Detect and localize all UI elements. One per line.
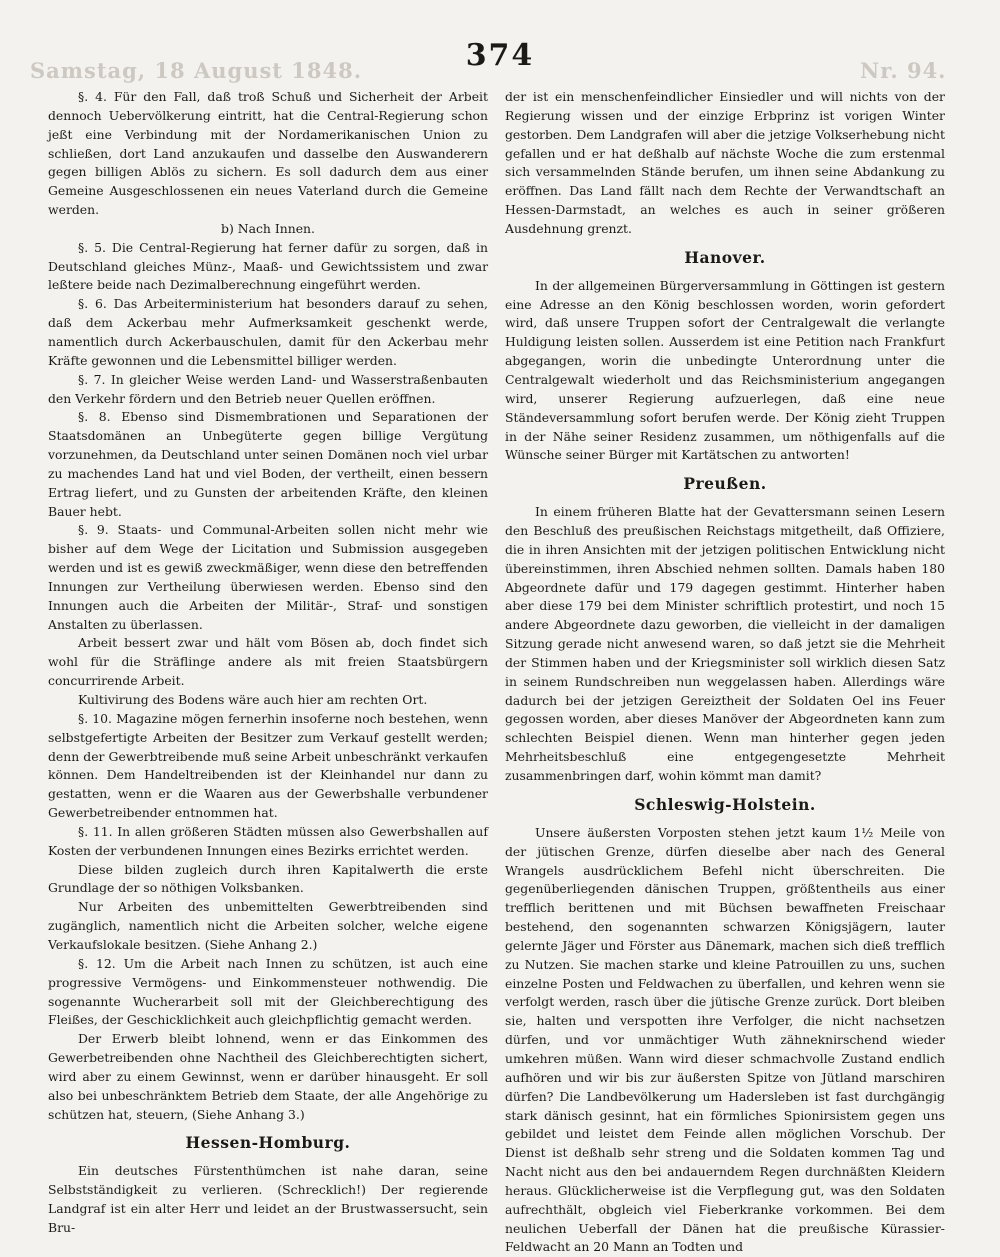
paragraph-schleswig-holstein: Unsere äußersten Vorposten stehen jetzt kaum 1½ Meile von der jütischen Grenze, dürfen dieselbe aber nach des General Wrangels ausdrücklichem Befehl nicht überschreiten. Die gegenüberliegenden dänischen Truppen, größtentheils aus einer trefflich berittenen und mit Büchsen bewaffneten Freischaar bestehend, den sogenannten schwarzen Königsjägern, lauter gelernte Jäger und Förster aus Dänemark, machen sich dieß trefflich zu Nutzen. Sie machen starke und kleine Patrouillen zu uns, suchen einzelne Posten und Feldwachen zu überfallen, und kehren wenn sie verfolgt werden, rasch über die jütische Grenze zurück. Dort bleiben sie, halten und verspotten ihre Verfolger, die nicht nachsetzen dürfen, und vor unmächtiger Wuth zähneknirschend wieder umkehren müßen. Wann wird dieser schmachvolle Zustand endlich aufhören und wir bis zur äußersten Spitze von Jütland marschiren dürfen? Die Landbevölkerung um Hadersleben ist fast durchgängig stark dänisch gesinnt, hat ein förmliches Spionirsistem gegen uns gebildet und leistet dem Feinde allen möglichen Vorschub. Der Dienst ist deßhalb sehr streng und die Soldaten kommen Tag und Nacht nicht aus den bei andauerndem Regen durchnäßten Kleidern heraus. Glücklicherweise ist die Verpflegung gut, was den Soldaten aufrechthält, obgleich viel Fieberkranke vorkommen. Bei dem neulichen Ueberfall der Dänen hat die preußische Kürassier-Feldwacht an 20 Mann an Todten und [505,824,945,1255]
paragraph-preussen: In einem früheren Blatte hat der Gevattersmann seinen Lesern den Beschluß des preußischen Reichstags mitgetheilt, daß Offiziere, die in ihren Ansichten mit der jetzigen politischen Entwicklung nicht übereinstimmen, ihren Abschied nehmen sollten. Damals haben 180 Abgeordnete dafür und 179 dagegen gestimmt. Hinterher haben aber diese 179 bei dem Minister schriftlich protestirt, und noch 15 andere Abgeordnete dazu geworben, die vielleicht in der damaligen Sitzung gerade nicht anwesend waren, so daß jetzt sie die Mehrheit der Stimmen haben und der Kriegsminister soll wirklich diesen Satz in seinem Rundschreiben nun weggelassen haben. Allerdings wäre dadurch bei der jetzigen Gereiztheit der Soldaten Oel ins Feuer gegossen worden, aber dieses Manöver der Abgeordneten kann zum schlechten Beispiel dienen. Wenn man hinterher gegen jeden Mehrheitsbeschluß eine entgegengesetzte Mehrheit zusammenbringen darf, wohin kömmt man damit? [505,504,945,783]
paragraph-11b: Nur Arbeiten des unbemittelten Gewerbtreibenden sind zugänglich, namentlich nicht die Arbeiten solcher, welche eigene Verkaufslokale besitzen. (Siehe Anhang 2.) [48,899,488,952]
bleed-through-header-left: Samstag, 18 August 1848. [30,58,363,83]
paragraph-11a: Diese bilden zugleich durch ihren Kapitalwerth die erste Grundlage der so nöthigen Volksbanken. [48,861,488,896]
paragraph-hessen-homburg: Ein deutsches Fürstenthümchen ist nahe daran, seine Selbstständigkeit zu verlieren. (Schrecklich!) Der regierende Landgraf ist ein alter Herr und leidet an der Brustwassersucht, sein Bru- [48,1163,488,1235]
paragraph-5: §. 5. Die Central-Regierung hat ferner dafür zu sorgen, daß in Deutschland gleiches Münz-, Maaß- und Gewichtssistem und zwar leßtere beide nach Dezimalberechnung eingeführt werden. [48,239,488,293]
paragraph-8: §. 8. Ebenso sind Dismembrationen und Separationen der Staatsdomänen an Unbegüterte gegen billige Vergütung vorzunehmen, da Deutschland unter seinen Domänen noch viel urbar zu machendes Land hat und viel Boden, der vertheilt, einen bessern Ertrag liefert, und zu Gunsten der arbeitenden Kräfte, den kleinen Bauer hebt. [48,409,488,519]
paragraph-10: §. 10. Magazine mögen fernerhin insoferne noch bestehen, wenn selbstgefertigte Arbeiten der Besitzer zum Verkauf gestellt werden; denn der Gewerbtreibende muß seine Arbeit unbeschränkt verkaufen können. Dem Handeltreibenden ist der Kleinhandel nur dann zu gestatten, wenn er die Waaren aus der Gewerbshalle verbundener Gewerbetreibender entnommen hat. [48,710,488,821]
paragraph-12a: Der Erwerb bleibt lohnend, wenn er das Einkommen des Gewerbetreibenden ohne Nachtheil des Gleichberechtigten sichert, wird aber zu einem Gewinnst, wenn er darüber hinausgeht. Er soll also bei unbeschränktem Betrieb dem Staate, der alle Angehörige zu schützen hat, steuern, (Siehe Anhang 3.) [48,1031,488,1122]
paragraph-hanover: In der allgemeinen Bürgerversammlung in Göttingen ist gestern eine Adresse an den König beschlossen worden, worin gefordert wird, daß unsere Truppen sofort der Centralgewalt die verlangte Huldigung leisten sollen. Ausserdem ist eine Petition nach Frankfurt abgegangen, worin die unbedingte Unterordnung unter die Centralgewalt wiederholt und das Reichsministerium angegangen wird, unserer Regierung aufzuerlegen, daß eine neue Ständeversammlung sofort berufen werde. Der König zieht Truppen in der Nähe seiner Residenz zusammen, um nöthigenfalls auf die Wünsche seiner Bürger mit Kartätschen zu antworten! [505,277,945,463]
page-number: 374 [465,38,535,73]
paragraph-11: §. 11. In allen größeren Städten müssen also Gewerbshallen auf Kosten der verbundenen Innungen eines Bezirks errichtet werden. [48,823,488,858]
section-heading-hessen-homburg: Hessen-Homburg. [185,1133,351,1153]
right-column [505,88,945,1255]
left-column [48,88,488,1235]
paragraph-6: §. 6. Das Arbeiterministerium hat besonders darauf zu sehen, daß dem Ackerbau mehr Aufmerksamkeit geschenkt werde, namentlich durch Ackerbauschulen, damit für den Ackerbau mehr Kräfte gewonnen und die Lebensmittel billiger werden. [48,296,488,368]
paragraph-hessen-homburg-continued: der ist ein menschenfeindlicher Einsiedler und will nichts von der Regierung wissen und der einzige Erbprinz ist vorigen Winter gestorben. Dem Landgrafen will aber die jetzige Volkserhebung nicht gefallen und er hat deßhalb auf nächste Woche die zum erstenmal sich versammelnden Stände berufen, um ihnen seine Abdankung zu eröffnen. Das Land fällt nach dem Rechte der Verwandtschaft an Hessen-Darmstadt, an welches es auch in seiner größeren Ausdehnung grenzt. [505,89,945,236]
paragraph-9: §. 9. Staats- und Communal-Arbeiten sollen nicht mehr wie bisher auf dem Wege der Licitation und Submission ausgegeben werden und ist es gewiß zweckmäßiger, wenn diese den betreffenden Innungen zur Vertheilung überwiesen werden. Ebenso sind den Innungen auch die Arbeiten der Militär-, Straf- und sonstigen Anstalten zu überlassen. [48,522,488,632]
paragraph-12: §. 12. Um die Arbeit nach Innen zu schützen, ist auch eine progressive Vermögens- und Einkommensteuer nothwendig. Die sogenannte Wucherarbeit soll mit der Gleichberechtigung des Fleißes, der Geschicklichkeit auch gleichpflichtig gemacht werden. [48,955,488,1028]
section-heading-preussen: Preußen. [683,474,767,494]
paragraph-7: §. 7. In gleicher Weise werden Land- und Wasserstraßenbauten den Verkehr fördern und den Betrieb neuer Quellen eröffnen. [48,371,488,406]
paragraph-9a: Arbeit bessert zwar und hält vom Bösen ab, doch findet sich wohl für die Sträflinge andere als mit freien Staatsbürgern concurrirende Arbeit. [48,635,488,689]
section-heading-schleswig-holstein: Schleswig-Holstein. [634,794,816,814]
paragraph-4: §. 4. Für den Fall, daß troß Schuß und Sicherheit der Arbeit dennoch Uebervölkerung eintritt, hat die Central-Regierung schon jeßt eine Verbindung mit der Nordamerikanischen Union zu schließen, dort Land anzukaufen und dasselbe den Auswanderern gegen billigen Ablös zu sichern. Es soll dadurch dem aus einer Gemeine Ausgeschlossenen ein neues Vaterland durch die Gemeine werden. [48,89,488,218]
bleed-through-header-right: Nr. 94. [860,58,947,83]
subheading-nach-innen: b) Nach Innen. [221,220,315,236]
paragraph-9b: Kultivirung des Bodens wäre auch hier am rechten Ort. [78,692,428,707]
section-heading-hanover: Hanover. [684,247,766,267]
